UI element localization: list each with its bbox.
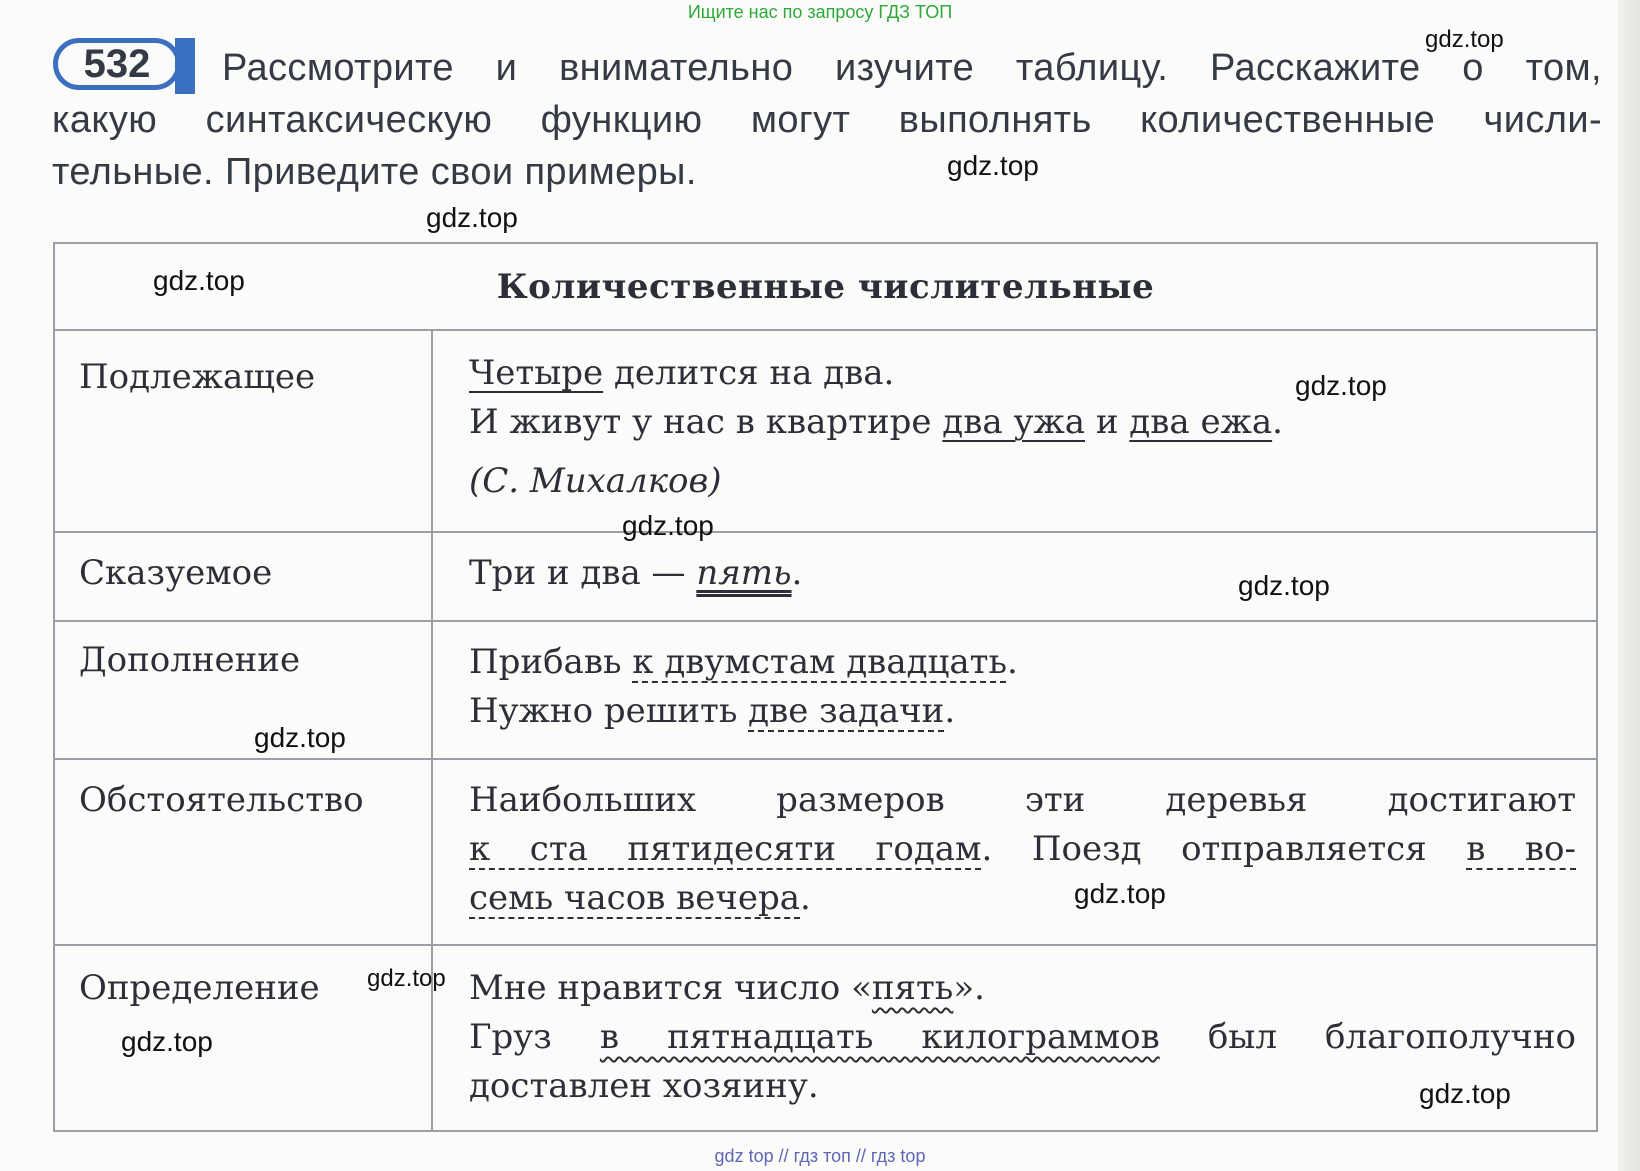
watermark: gdz.top <box>1074 878 1166 909</box>
examples-cell <box>432 330 1597 532</box>
example-text: . <box>944 691 956 731</box>
examples-cell <box>432 621 1597 759</box>
bottom-banner: gdz top // гдз топ // гдз top <box>714 1146 926 1166</box>
example-text: . Поезд отправляется <box>981 829 1467 869</box>
examples-cell <box>432 532 1597 621</box>
watermark: gdz.top <box>622 510 714 541</box>
exercise-number: 532 <box>83 42 151 86</box>
example-line <box>469 687 1576 736</box>
example-text: ». <box>953 968 985 1008</box>
example-line <box>469 874 1576 923</box>
example-text: Три и два — <box>469 553 697 593</box>
underlined-adverbial: в во- <box>1466 829 1576 869</box>
underlined-subject: два ужа <box>942 402 1086 442</box>
example-line <box>469 638 1576 687</box>
example-line <box>469 825 1576 874</box>
underlined-subject: Четыре <box>469 353 604 393</box>
table-header-row <box>54 243 1597 330</box>
underlined-adverbial: семь часов вечера <box>469 878 801 918</box>
example-text: был благополучно <box>1159 1017 1576 1057</box>
example-text: Груз <box>469 1017 600 1057</box>
example-text: делится на два. <box>603 353 895 393</box>
watermark: gdz.top <box>367 965 446 992</box>
example-text: . <box>791 553 803 593</box>
underlined-object: к двумстам двадцать <box>632 642 1007 682</box>
example-line <box>469 964 1576 1013</box>
table-row <box>54 330 1597 532</box>
role-label: Сказуемое <box>54 532 432 621</box>
watermark: gdz.top <box>426 202 518 233</box>
underlined-attribute: пять <box>871 968 954 1008</box>
exercise-text <box>52 42 1602 198</box>
example-line <box>469 349 1576 398</box>
watermark: gdz.top <box>121 1026 213 1057</box>
watermark: gdz.top <box>1425 26 1504 53</box>
example-text: И живут у нас в квартире <box>469 402 943 442</box>
underlined-predicate: пять <box>696 553 792 593</box>
watermark: gdz.top <box>1238 570 1330 601</box>
example-line: доставлен хозяину. <box>469 1066 819 1106</box>
examples-cell <box>432 759 1597 945</box>
exercise-line-3: тельные. Приведите свои примеры. <box>52 151 697 193</box>
example-author: (С. Михалков) <box>469 461 722 501</box>
underlined-attribute: в пятнадцать килограммов <box>599 1017 1160 1057</box>
table-row <box>54 759 1597 945</box>
table-header: Количественные числительные <box>54 243 1597 330</box>
watermark: gdz.top <box>1295 370 1387 401</box>
underlined-adverbial: к ста пятидесяти годам <box>469 829 982 869</box>
table-row <box>54 532 1597 621</box>
example-text: . <box>1006 642 1018 682</box>
example-text: Прибавь <box>469 642 633 682</box>
example-line <box>469 398 1576 447</box>
example-line: Наибольших размеров эти деревья достигают <box>469 780 1576 820</box>
underlined-subject: два ежа <box>1129 402 1273 442</box>
role-label: Обстоятельство <box>54 759 432 945</box>
watermark: gdz.top <box>153 265 245 296</box>
example-line <box>469 1013 1576 1062</box>
role-label: Дополнение <box>54 621 432 759</box>
example-line <box>469 549 1576 598</box>
role-label: Определение <box>54 945 432 1131</box>
watermark: gdz.top <box>947 150 1039 181</box>
exercise-line-1: Рассмотрите и внимательно изучите таблицу. Расскажите о том, <box>222 47 1602 89</box>
example-text: и <box>1085 402 1130 442</box>
exercise-line-2: какую синтаксическую функцию могут выполнять количественные числи- <box>52 99 1602 141</box>
underlined-object: две задачи <box>748 691 945 731</box>
watermark: gdz.top <box>254 722 346 753</box>
page-edge <box>1618 0 1640 1171</box>
role-label: Подлежащее <box>54 330 432 532</box>
example-text: Нужно решить <box>469 691 749 731</box>
example-text: . <box>1272 402 1283 442</box>
watermark: gdz.top <box>1419 1078 1511 1109</box>
example-text: Мне нравится число « <box>469 968 872 1008</box>
top-banner: Ищите нас по запросу ГДЗ ТОП <box>687 2 953 22</box>
table-row <box>54 945 1597 1131</box>
example-text: . <box>800 878 811 918</box>
